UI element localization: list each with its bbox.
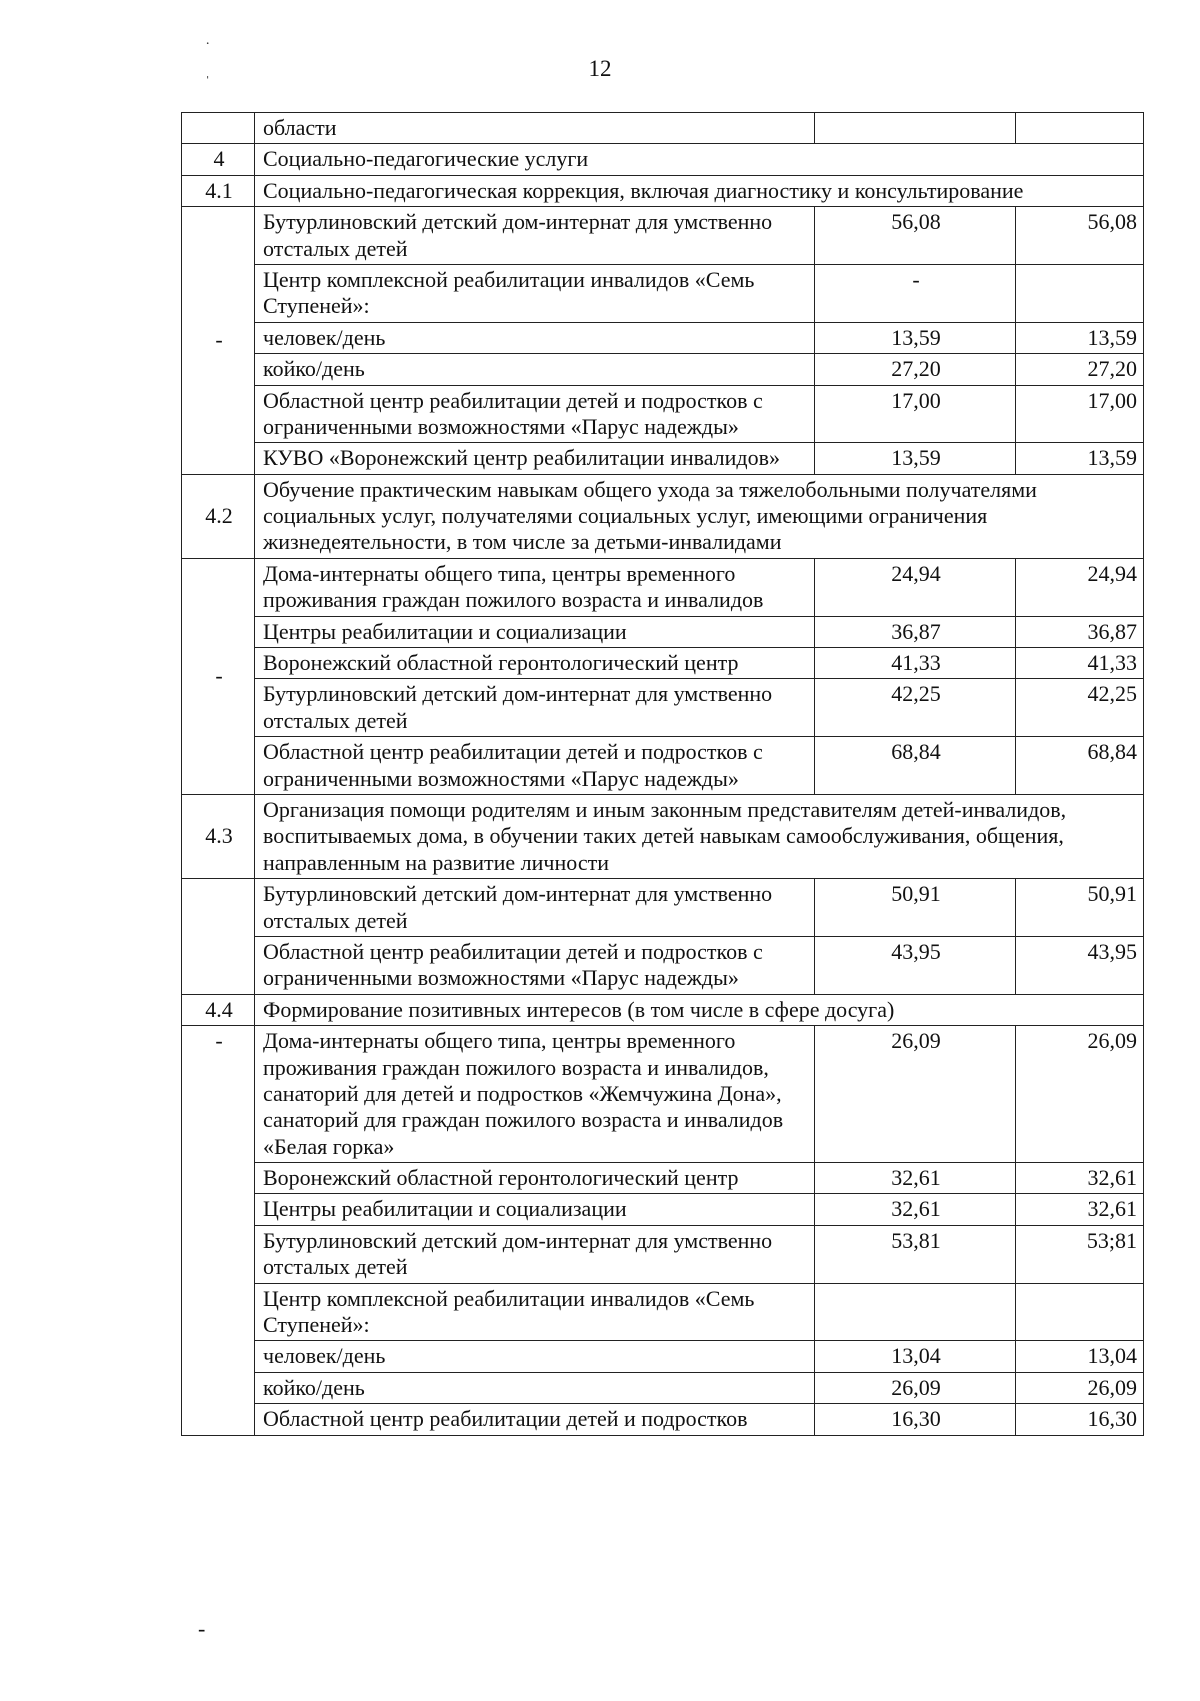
tariff-value-cell: 17,00	[815, 385, 1016, 443]
section-number: 4.2	[182, 474, 255, 558]
table-row	[182, 616, 1144, 647]
table-row	[182, 354, 1144, 385]
service-provider-cell: Областной центр реабилитации детей и подростков с ограниченными возможностями «Парус надежды»	[255, 385, 815, 443]
table-row	[182, 443, 1144, 474]
tariff-value-cell: 13,04	[815, 1341, 1016, 1372]
service-provider-cell: Воронежский областной геронтологический центр	[255, 648, 815, 679]
service-provider-cell: человек/день	[255, 1341, 815, 1372]
table-row	[182, 385, 1144, 443]
tariff-value-cell: 13,59	[815, 443, 1016, 474]
tariff-value-cell: 50,91	[1016, 879, 1144, 937]
row-number-cell	[182, 113, 255, 144]
service-provider-cell: Дома-интернаты общего типа, центры временного проживания граждан пожилого возраста и инвалидов, санаторий для детей и подростков «Жемчужина Дона», санаторий для граждан пожилого возраста и инвалидов «Белая горка»	[255, 1026, 815, 1163]
service-provider-cell: Бутурлиновский детский дом-интернат для умственно отсталых детей	[255, 879, 815, 937]
subsection-header-row	[182, 994, 1144, 1025]
tariff-value-cell: 42,25	[815, 679, 1016, 737]
section-header-row	[182, 144, 1144, 175]
table-row	[182, 1341, 1144, 1372]
table-row	[182, 558, 1144, 616]
table-row	[182, 679, 1144, 737]
tariff-value-cell	[1016, 264, 1144, 322]
tariff-value-cell: 17,00	[1016, 385, 1144, 443]
tariff-value-cell: 56,08	[1016, 207, 1144, 265]
service-provider-cell: Бутурлиновский детский дом-интернат для умственно отсталых детей	[255, 679, 815, 737]
section-number: 4.1	[182, 175, 255, 206]
tariff-value-cell: 42,25	[1016, 679, 1144, 737]
table-row	[182, 322, 1144, 353]
tariff-value-cell: 16,30	[1016, 1404, 1144, 1435]
section-title: Формирование позитивных интересов (в том числе в сфере досуга)	[255, 994, 1144, 1025]
tariff-value-cell: 24,94	[1016, 558, 1144, 616]
tariff-value-cell: 16,30	[815, 1404, 1016, 1435]
table-row	[182, 207, 1144, 265]
section-title: Обучение практическим навыкам общего ухода за тяжелобольными получателями социальных услуг, получателями социальных услуг, имеющими ограничения жизнедеятельности, в том числе за детьми-инвалидами	[255, 474, 1144, 558]
tariff-value-cell: 56,08	[815, 207, 1016, 265]
tariff-value-cell: 68,84	[1016, 737, 1144, 795]
scan-speck: ˌ	[205, 62, 211, 79]
tariff-value-cell: 43,95	[815, 936, 1016, 994]
tariff-value-cell: 32,61	[815, 1163, 1016, 1194]
tariff-value-cell: 53,81	[815, 1225, 1016, 1283]
section-title: Организация помощи родителям и иным законным представителям детей-инвалидов, воспитываемых дома, в обучении таких детей навыкам самообслуживания, общения, направленным на развитие личности	[255, 794, 1144, 878]
tariff-value-cell: 26,09	[815, 1372, 1016, 1403]
service-provider-cell: человек/день	[255, 322, 815, 353]
section-number: 4.4	[182, 994, 255, 1025]
scan-speck: ˙	[205, 40, 211, 57]
page-number: 12	[588, 56, 612, 81]
service-provider-cell: Центры реабилитации и социализации	[255, 1194, 815, 1225]
table-row	[182, 1404, 1144, 1435]
table-row	[182, 1283, 1144, 1341]
tariff-value-cell: 27,20	[815, 354, 1016, 385]
tariff-value-cell: 26,09	[815, 1026, 1016, 1163]
tariff-table	[181, 112, 1144, 1436]
table-row	[182, 737, 1144, 795]
service-provider-cell: Центр комплексной реабилитации инвалидов «Семь Ступеней»:	[255, 264, 815, 322]
service-provider-cell: Областной центр реабилитации детей и подростков	[255, 1404, 815, 1435]
table-row	[182, 1372, 1144, 1403]
service-provider-cell: Областной центр реабилитации детей и подростков с ограниченными возможностями «Парус надежды»	[255, 737, 815, 795]
tariff-value-cell: 68,84	[815, 737, 1016, 795]
service-provider-cell: койко/день	[255, 1372, 815, 1403]
tariff-value-cell: 41,33	[1016, 648, 1144, 679]
tariff-value-cell: -	[815, 264, 1016, 322]
section-number: 4	[182, 144, 255, 175]
service-provider-cell: Бутурлиновский детский дом-интернат для умственно отсталых детей	[255, 207, 815, 265]
tariff-value-cell: 13,59	[815, 322, 1016, 353]
tariff-value-cell	[815, 113, 1016, 144]
service-provider-cell: Центр комплексной реабилитации инвалидов «Семь Ступеней»:	[255, 1283, 815, 1341]
service-provider-cell: Областной центр реабилитации детей и подростков с ограниченными возможностями «Парус надежды»	[255, 936, 815, 994]
tariff-value-cell: 24,94	[815, 558, 1016, 616]
tariff-value-cell: 41,33	[815, 648, 1016, 679]
subsection-header-row	[182, 474, 1144, 558]
service-provider-cell: койко/день	[255, 354, 815, 385]
section-number: 4.3	[182, 794, 255, 878]
tariff-value-cell: 26,09	[1016, 1026, 1144, 1163]
tariff-value-cell: 26,09	[1016, 1372, 1144, 1403]
tariff-value-cell: 50,91	[815, 879, 1016, 937]
table-row	[182, 648, 1144, 679]
tariff-value-cell	[1016, 1283, 1144, 1341]
tariff-value-cell: 53;81	[1016, 1225, 1144, 1283]
tariff-value-cell: 13,59	[1016, 443, 1144, 474]
tariff-value-cell: 32,61	[1016, 1163, 1144, 1194]
subsection-header-row	[182, 794, 1144, 878]
tariff-value-cell: 43,95	[1016, 936, 1144, 994]
service-provider-cell: Воронежский областной геронтологический центр	[255, 1163, 815, 1194]
section-title: Социально-педагогическая коррекция, включая диагностику и консультирование	[255, 175, 1144, 206]
tariff-value-cell: 36,87	[815, 616, 1016, 647]
table-row	[182, 1163, 1144, 1194]
table-row	[182, 879, 1144, 937]
service-provider-cell: Центры реабилитации и социализации	[255, 616, 815, 647]
row-number-cell: -	[182, 1026, 255, 1435]
service-provider-cell: КУВО «Воронежский центр реабилитации инвалидов»	[255, 443, 815, 474]
subsection-header-row	[182, 175, 1144, 206]
table-row	[182, 1225, 1144, 1283]
row-number-cell: -	[182, 558, 255, 794]
tariff-value-cell: 36,87	[1016, 616, 1144, 647]
scan-dash: -	[198, 1616, 206, 1641]
service-provider-cell: области	[255, 113, 815, 144]
tariff-value-cell: 32,61	[1016, 1194, 1144, 1225]
service-provider-cell: Дома-интернаты общего типа, центры временного проживания граждан пожилого возраста и инвалидов	[255, 558, 815, 616]
section-title: Социально-педагогические услуги	[255, 144, 1144, 175]
row-number-cell	[182, 879, 255, 995]
table-row	[182, 1194, 1144, 1225]
table-row	[182, 1026, 1144, 1163]
table-row	[182, 264, 1144, 322]
table-row	[182, 113, 1144, 144]
tariff-value-cell: 32,61	[815, 1194, 1016, 1225]
tariff-value-cell: 13,04	[1016, 1341, 1144, 1372]
table-row	[182, 936, 1144, 994]
tariff-value-cell	[1016, 113, 1144, 144]
service-provider-cell: Бутурлиновский детский дом-интернат для умственно отсталых детей	[255, 1225, 815, 1283]
row-number-cell: -	[182, 207, 255, 475]
tariff-value-cell	[815, 1283, 1016, 1341]
tariff-value-cell: 27,20	[1016, 354, 1144, 385]
tariff-value-cell: 13,59	[1016, 322, 1144, 353]
